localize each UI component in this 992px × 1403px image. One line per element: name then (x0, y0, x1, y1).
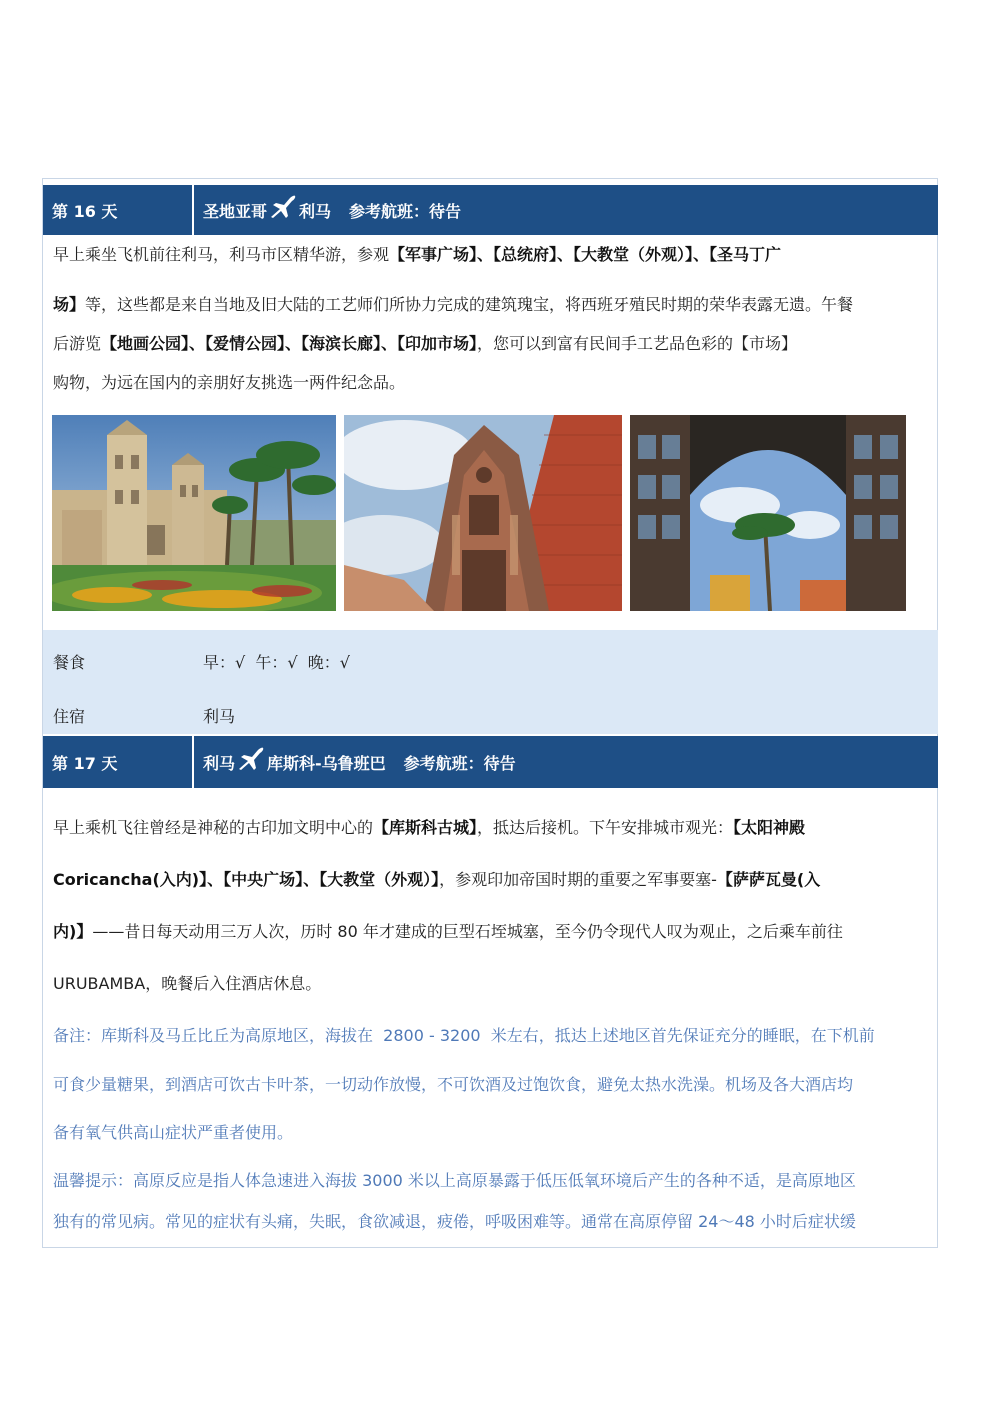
meals-label: 餐食 (53, 653, 86, 672)
lima-cathedral-photo (52, 415, 336, 611)
altitude-note-line-2: 可食少量糖果，到酒店可饮古卡叶茶，一切动作放慢，不可饮酒及过饱饮食，避免太热水洗澡。机场及各大酒店均 (53, 1075, 854, 1094)
day-17-label: 第 17 天 (43, 736, 194, 788)
flight-info: 参考航班：待告 (403, 753, 516, 773)
day-16-desc-line-2: 场】等，这些都是来自当地及旧大陆的工艺师们所协力完成的建筑瑰宝，将西班牙殖民时期的荣华表露无遗。午餐 (53, 295, 854, 314)
day-16-desc-line-1: 早上乘坐飞机前往利马，利马市区精华游，参观【军事广场】、【总统府】、【大教堂（外观）】、【圣马丁广 (53, 245, 782, 264)
day-17-desc-line-3: 内)】——昔日每天动用三万人次，历时 80 年才建成的巨型石垤城塞，至今仍令现代人叹为观止，之后乘车前往 (53, 922, 843, 941)
altitude-tip-line-1: 温馨提示：高原反应是指人体急速进入海拔 3000 米以上高原暴露于低压低氧环境后产生的各种不适，是高原地区 (53, 1171, 856, 1190)
day-16-header (43, 185, 938, 235)
day-16-desc-line-4: 购物，为远在国内的亲朋好友挑选一两件纪念品。 (53, 373, 406, 392)
altitude-note-line-1: 备注：库斯科及马丘比丘为高原地区，海拔在 2800 - 3200 米左右，抵达上述地区首先保证充分的睡眠，在下机前 (53, 1026, 875, 1045)
day-16-info (43, 630, 938, 734)
route-from: 利马 (203, 753, 236, 773)
arched-doorway-photo (630, 415, 906, 611)
meals-value: 早：√ 午：√ 晚：√ (203, 653, 350, 672)
altitude-tip-line-2: 独有的常见病。常见的症状有头痛，失眠，食欲减退，疲倦，呼吸困难等。通常在高原停留 24～48 小时后症状缓 (53, 1212, 856, 1231)
airplane-icon (236, 743, 266, 773)
route-to: 利马 (299, 201, 332, 221)
hotel-value: 利马 (203, 707, 236, 726)
altitude-note-line-3: 备有氧气供高山症状严重者使用。 (53, 1123, 294, 1142)
day-16-desc-line-3: 后游览【地画公园】、【爱情公园】、【海滨长廊】、【印加市场】，您可以到富有民间手工艺品色彩的【市场】 (53, 334, 798, 353)
route-from: 圣地亚哥 (203, 201, 268, 221)
day-17-header (43, 736, 938, 788)
route-to: 库斯科-乌鲁班巴 (267, 753, 386, 773)
day-16-route (194, 185, 938, 235)
day-17-desc-line-1: 早上乘机飞往曾经是神秘的古印加文明中心的【库斯科古城】，抵达后接机。下午安排城市观光：【太阳神殿 (53, 818, 806, 837)
day-17-route (194, 736, 938, 788)
hotel-label: 住宿 (53, 707, 86, 726)
day-17-desc-line-2: Coricancha(入内)】、【中央广场】、【大教堂（外观）】，参观印加帝国时期的重要之军事要塞-【萨萨瓦曼(入 (53, 870, 821, 889)
church-facade-photo (344, 415, 622, 611)
flight-info: 参考航班：待告 (349, 201, 462, 221)
day-16-label: 第 16 天 (43, 185, 194, 235)
airplane-icon (268, 191, 298, 221)
day-17-desc-line-4: URUBAMBA，晚餐后入住酒店休息。 (53, 974, 322, 993)
